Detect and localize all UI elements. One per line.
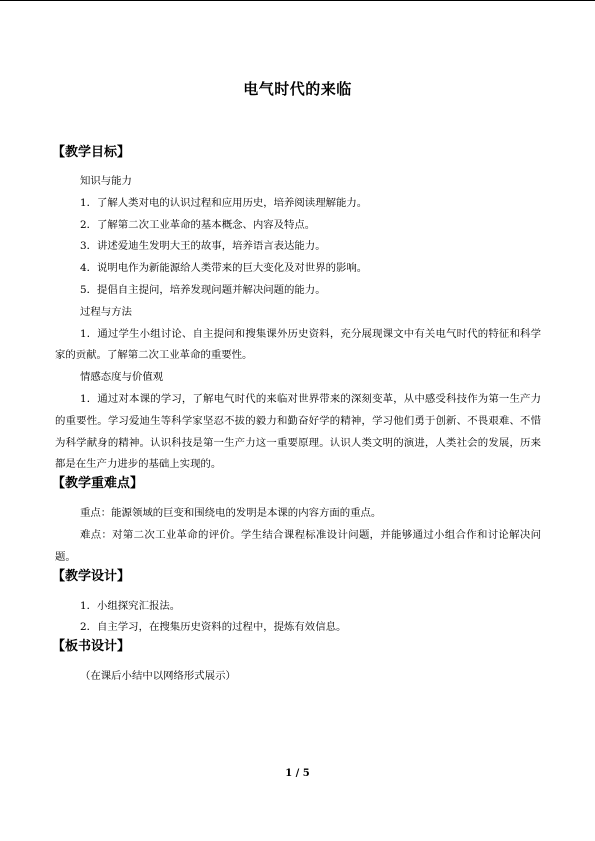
subheading-attitude: 情感态度与价值观 <box>80 371 164 384</box>
subheading-process: 过程与方法 <box>80 305 132 318</box>
process-paragraph: 1．通过学生小组讨论、自主提问和搜集课外历史资料，充分展现课文中有关电气时代的特征和科学家的贡献。了解第二次工业革命的重要性。 <box>55 327 541 362</box>
attitude-paragraph: 1．通过对本课的学习，了解电气时代的来临对世界带来的深刻变革，从中感受科技作为第一生产力的重要性。学习爱迪生等科学家坚忍不拔的毅力和勤奋好学的精神，学习他们勇于创新、不畏艰难、不惜为科学献身的精神。认识科技是第一生产力这一重要原理。认识人类文明的演进，人类社会的发展，历来都是在生产力进步的基础上实现的。 <box>55 392 541 471</box>
section-heading-key-points: 【教学重难点】 <box>52 476 144 492</box>
board-note: （在课后小结中以网络形式展示） <box>80 670 236 683</box>
knowledge-item: 2．了解第二次工业革命的基本概念、内容及特点。 <box>80 218 316 231</box>
document-body <box>52 145 541 688</box>
knowledge-item: 4．说明电作为新能源给人类带来的巨大变化及对世界的影响。 <box>80 262 368 275</box>
section-heading-objectives: 【教学目标】 <box>52 145 131 160</box>
section-heading-design: 【教学设计】 <box>52 568 131 584</box>
knowledge-item: 5．提倡自主提问，培养发现问题并解决问题的能力。 <box>80 283 326 296</box>
page-number: 1 / 5 <box>285 768 310 779</box>
design-item: 2．自主学习，在搜集历史资料的过程中，提炼有效信息。 <box>80 621 347 634</box>
knowledge-item: 1．了解人类对电的认识过程和应用历史，培养阅读理解能力。 <box>80 196 368 209</box>
section-heading-board: 【板书设计】 <box>52 639 131 655</box>
design-item: 1．小组探究汇报法。 <box>80 599 181 612</box>
document-title: 电气时代的来临 <box>243 80 352 98</box>
subheading-knowledge: 知识与能力 <box>80 175 132 187</box>
focus-paragraph: 重点：能源领域的巨变和围绕电的发明是本课的内容方面的重点。 <box>80 507 382 520</box>
knowledge-item: 3．讲述爱迪生发明大王的故事，培养语言表达能力。 <box>80 240 326 253</box>
difficulty-paragraph: 难点：对第二次工业革命的评价。学生结合课程标准设计问题，并能够通过小组合作和讨论解决问题。 <box>55 528 541 563</box>
